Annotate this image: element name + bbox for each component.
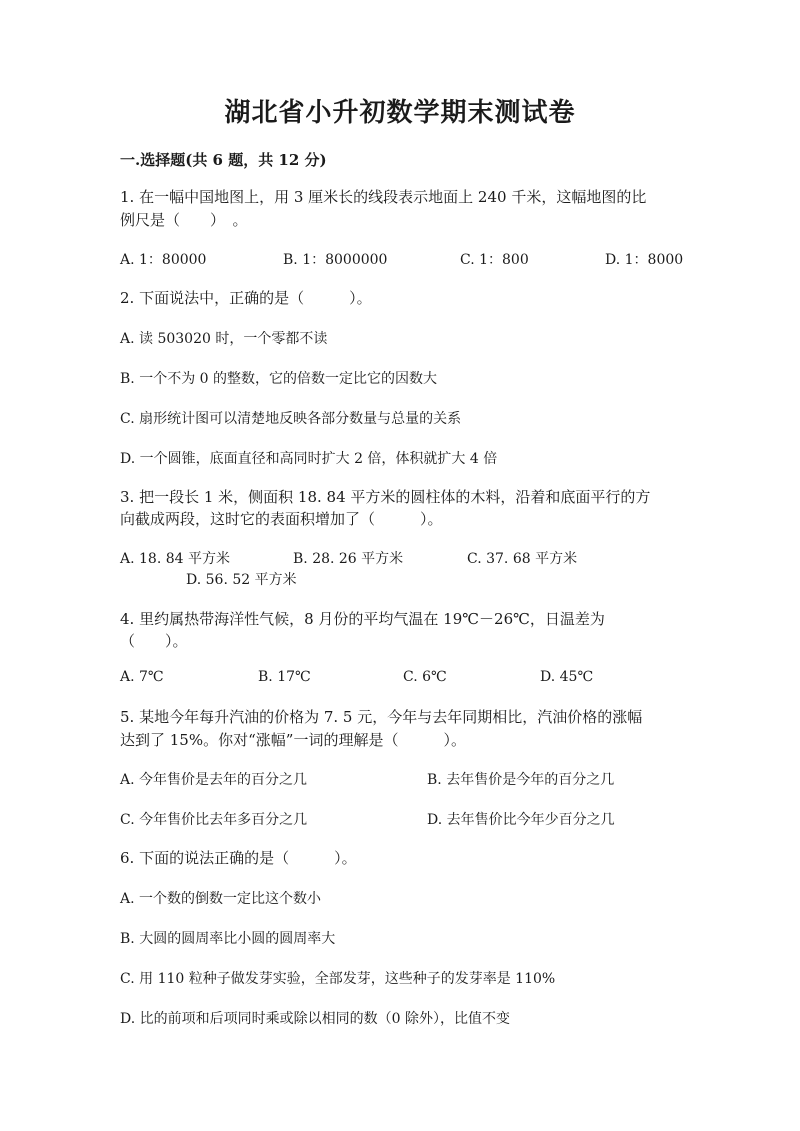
question-6-option-a: A. 一个数的倒数一定比这个数小 — [120, 891, 322, 907]
question-4-option-c: C. 6℃ — [403, 669, 447, 685]
question-2-option-d: D. 一个圆锥，底面直径和高同时扩大 2 倍，体积就扩大 4 倍 — [120, 451, 498, 467]
question-1-line-2: 例尺是（ ） 。 — [120, 211, 248, 229]
question-4-option-b: B. 17℃ — [258, 669, 311, 685]
question-4-line-1: 4. 里约属热带海洋性气候，8 月份的平均气温在 19℃－26℃，日温差为 — [120, 610, 605, 628]
question-1-option-c: C. 1：800 — [460, 252, 529, 268]
question-2-line-1: 2. 下面说法中，正确的是（ ）。 — [120, 289, 372, 307]
question-4-option-d: D. 45℃ — [540, 669, 594, 685]
question-3-option-a: A. 18. 84 平方米 — [120, 551, 230, 567]
question-1-line-1: 1. 在一幅中国地图上，用 3 厘米长的线段表示地面上 240 千米，这幅地图的比 — [120, 188, 647, 206]
question-2-option-b: B. 一个不为 0 的整数，它的倍数一定比它的因数大 — [120, 371, 437, 387]
question-5-option-c: C. 今年售价比去年多百分之几 — [120, 812, 308, 828]
question-5-line-1: 5. 某地今年每升汽油的价格为 7. 5 元，今年与去年同期相比，汽油价格的涨幅 — [120, 708, 643, 726]
question-5-option-d: D. 去年售价比今年少百分之几 — [427, 812, 615, 828]
question-2-option-a: A. 读 503020 时，一个零都不读 — [120, 331, 328, 347]
question-5-option-a: A. 今年售价是去年的百分之几 — [120, 772, 308, 788]
question-1-option-b: B. 1：8000000 — [283, 252, 388, 268]
question-3-option-c: C. 37. 68 平方米 — [467, 551, 578, 567]
question-2-option-c: C. 扇形统计图可以清楚地反映各部分数量与总量的关系 — [120, 411, 462, 427]
question-6-option-d: D. 比的前项和后项同时乘或除以相同的数（0 除外），比值不变 — [120, 1011, 510, 1027]
section-heading: 一.选择题(共 6 题，共 12 分) — [120, 151, 327, 169]
question-5-option-b: B. 去年售价是今年的百分之几 — [427, 772, 615, 788]
question-6-line-1: 6. 下面的说法正确的是（ ）。 — [120, 849, 357, 867]
question-3-option-b: B. 28. 26 平方米 — [293, 551, 404, 567]
question-3-option-d: D. 56. 52 平方米 — [186, 572, 297, 588]
question-1-option-a: A. 1：80000 — [120, 252, 207, 268]
question-4-line-2: （ ）。 — [120, 632, 188, 650]
question-6-option-b: B. 大圆的圆周率比小圆的圆周率大 — [120, 931, 336, 947]
question-3-line-2: 向截成两段，这时它的表面积增加了（ ）。 — [120, 510, 443, 528]
question-1-option-d: D. 1：8000 — [605, 252, 684, 268]
page-title: 湖北省小升初数学期末测试卷 — [224, 98, 576, 128]
question-3-line-1: 3. 把一段长 1 米，侧面积 18. 84 平方米的圆柱体的木料，沿着和底面平行的方 — [120, 488, 651, 506]
question-6-option-c: C. 用 110 粒种子做发芽实验，全部发芽，这些种子的发芽率是 110% — [120, 971, 556, 987]
question-4-option-a: A. 7℃ — [120, 669, 164, 685]
question-5-line-2: 达到了 15%。你对“涨幅”一词的理解是（ ）。 — [120, 731, 466, 749]
